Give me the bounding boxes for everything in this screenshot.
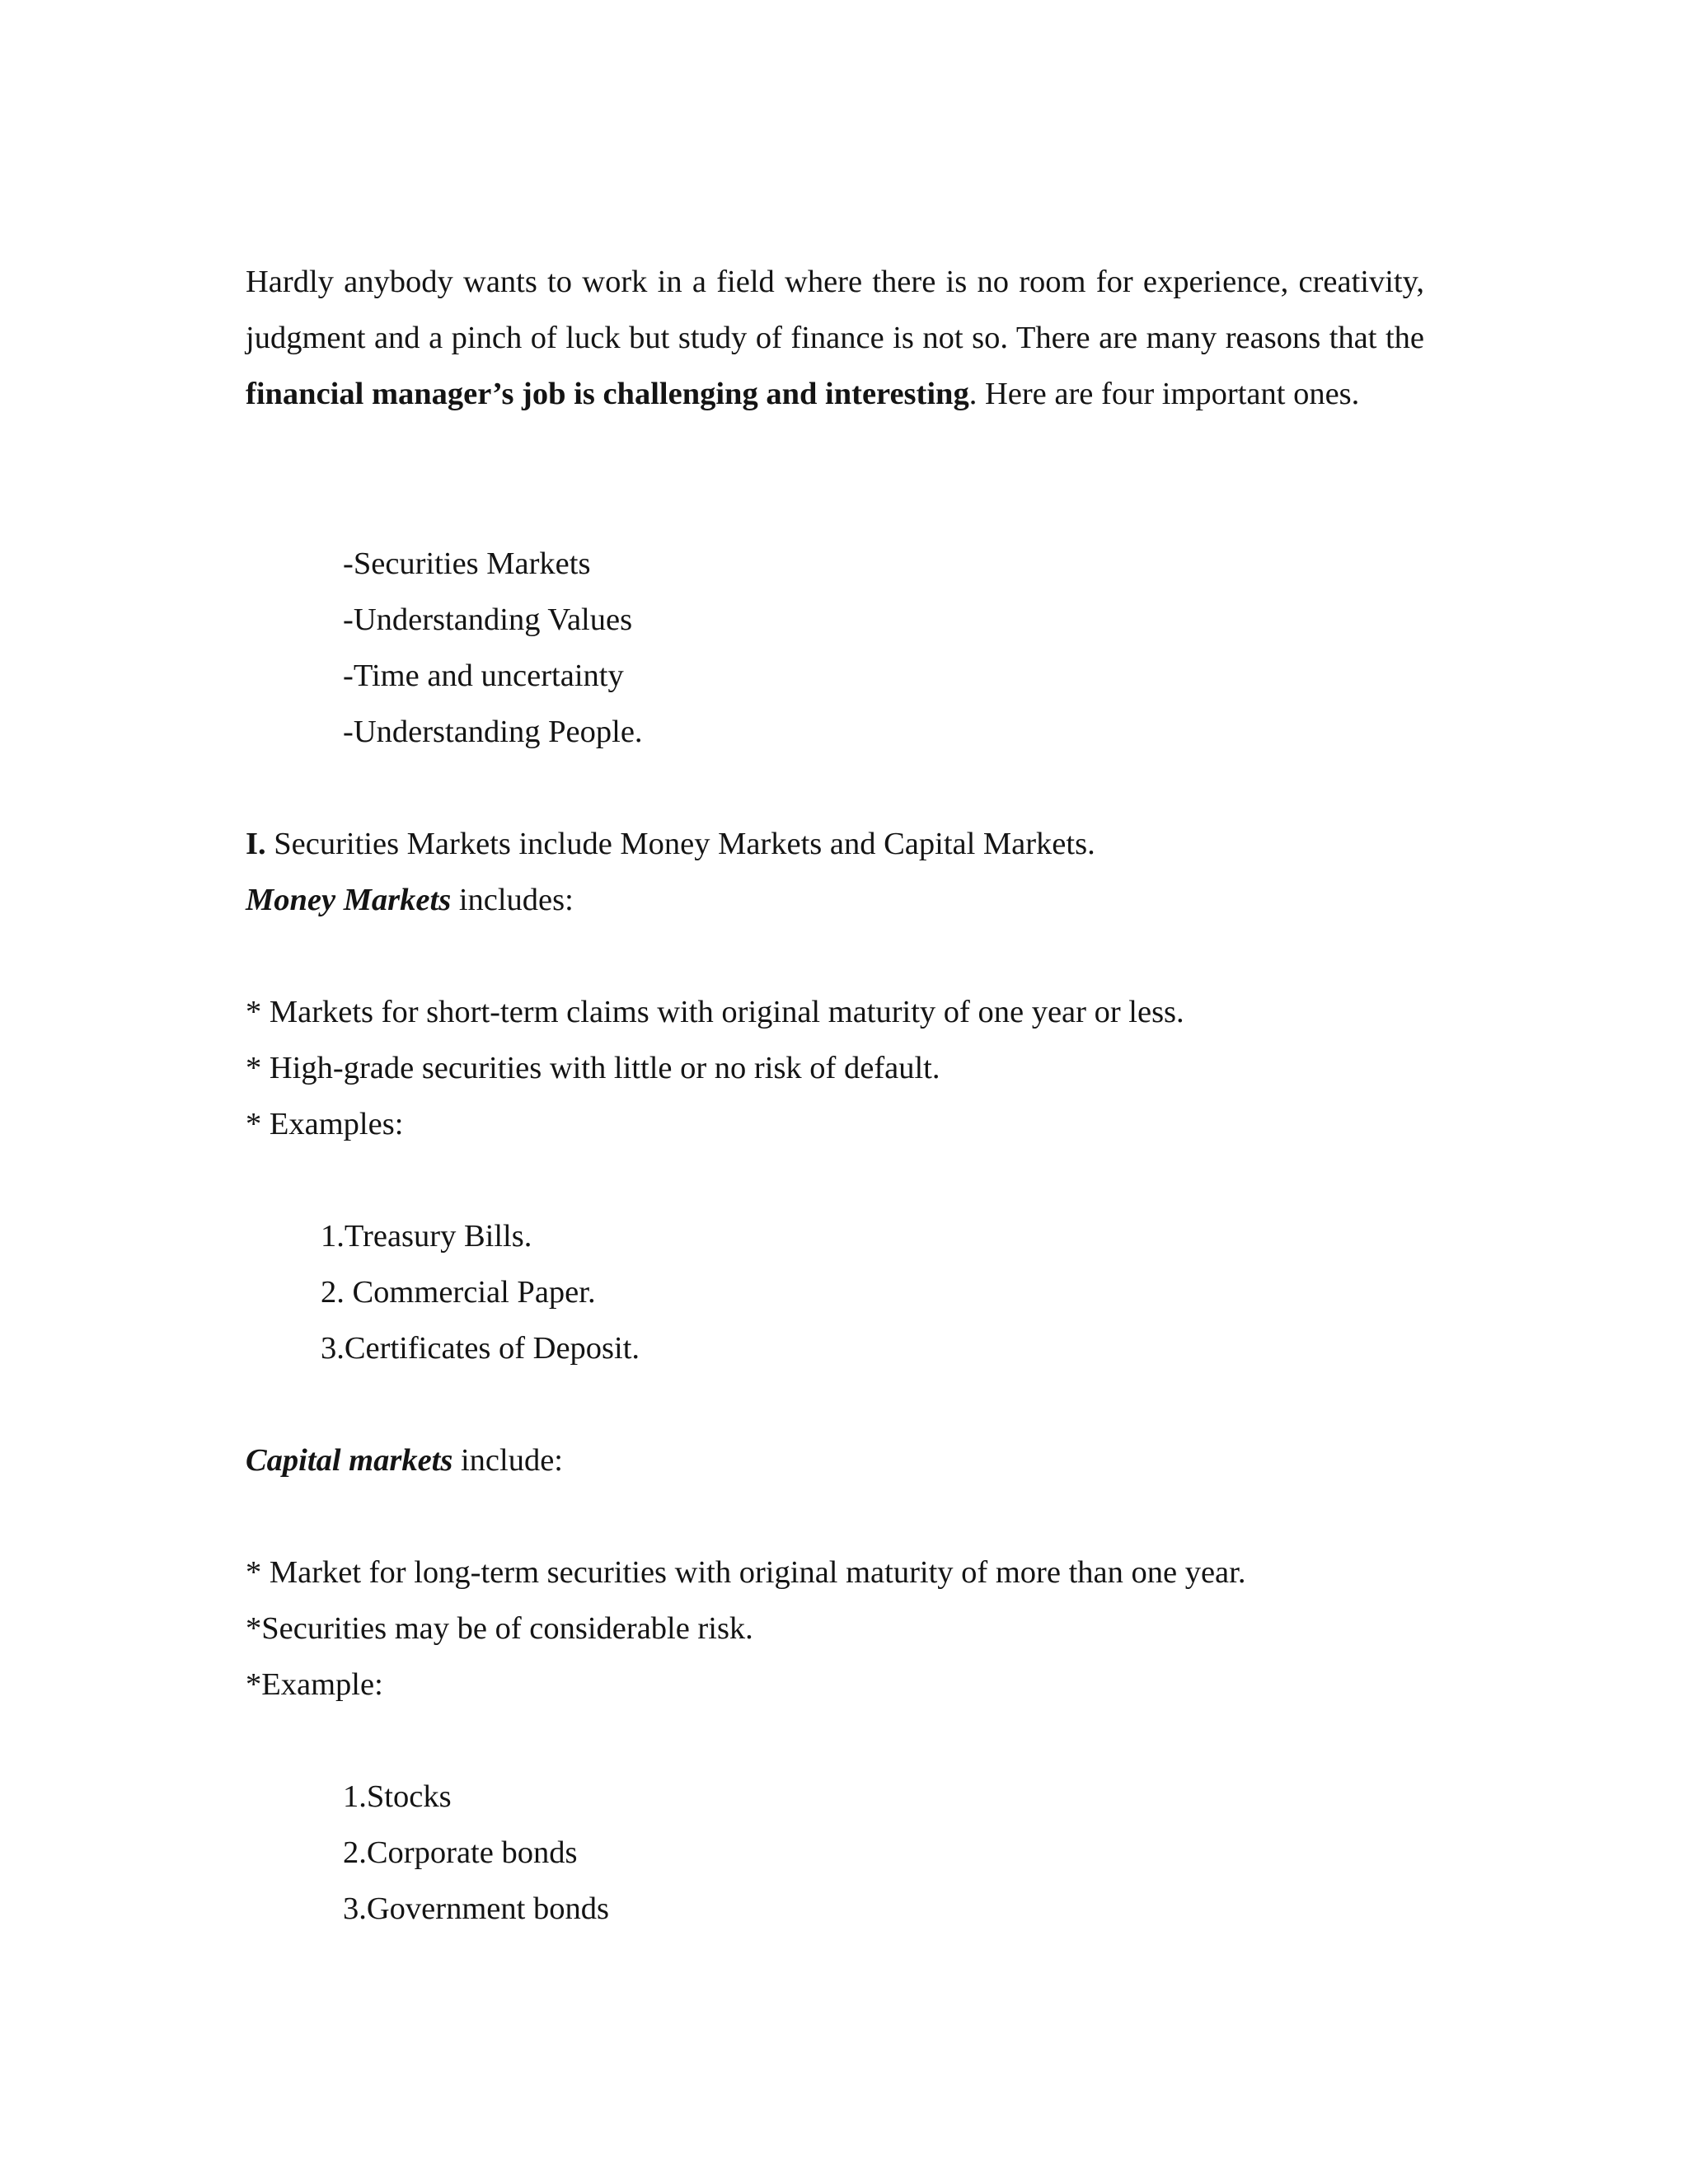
money-markets-bullet: * High-grade securities with little or no risk of default. <box>246 1051 940 1085</box>
capital-markets-example: 3.Government bonds <box>343 1891 609 1926</box>
money-markets-bullet: * Examples: <box>246 1107 404 1141</box>
capital-markets-heading <box>246 1432 563 1488</box>
intro-text-end: . Here are four important ones. <box>968 377 1360 411</box>
intro-text-start: Hardly anybody wants to work in a field where there is no room for experience, creativity, judgment and a pinch of luck but study of finance is not so. There are many reasons that the <box>246 265 1424 355</box>
reason-item: -Securities Markets <box>343 546 591 581</box>
section-numeral: I. <box>246 827 266 861</box>
money-markets-suffix: includes: <box>451 883 574 917</box>
reason-item: -Understanding People. <box>343 715 643 749</box>
capital-markets-example: 2.Corporate bonds <box>343 1835 578 1870</box>
capital-markets-suffix: include: <box>452 1443 563 1478</box>
capital-markets-bullet: *Example: <box>246 1667 383 1702</box>
reason-item: -Time and uncertainty <box>343 658 624 693</box>
money-markets-example: 1.Treasury Bills. <box>321 1219 532 1254</box>
money-markets-title: Money Markets <box>246 883 452 917</box>
money-markets-bullet: * Markets for short-term claims with original maturity of one year or less. <box>246 995 1184 1029</box>
capital-markets-title: Capital markets <box>246 1443 453 1478</box>
section-one-heading <box>246 816 1095 872</box>
capital-markets-bullet: * Market for long-term securities with original maturity of more than one year. <box>246 1555 1246 1590</box>
intro-paragraph <box>246 254 1424 422</box>
capital-markets-bullet: *Securities may be of considerable risk. <box>246 1611 753 1646</box>
capital-markets-example: 1.Stocks <box>343 1779 452 1814</box>
section-one-text: Securities Markets include Money Markets and Capital Markets. <box>265 827 1095 861</box>
money-markets-example: 2. Commercial Paper. <box>321 1275 596 1310</box>
intro-emphasis: financial manager’s job is challenging and interesting <box>246 377 969 411</box>
money-markets-heading <box>246 872 574 928</box>
reason-item: -Understanding Values <box>343 602 633 637</box>
money-markets-example: 3.Certificates of Deposit. <box>321 1331 640 1366</box>
